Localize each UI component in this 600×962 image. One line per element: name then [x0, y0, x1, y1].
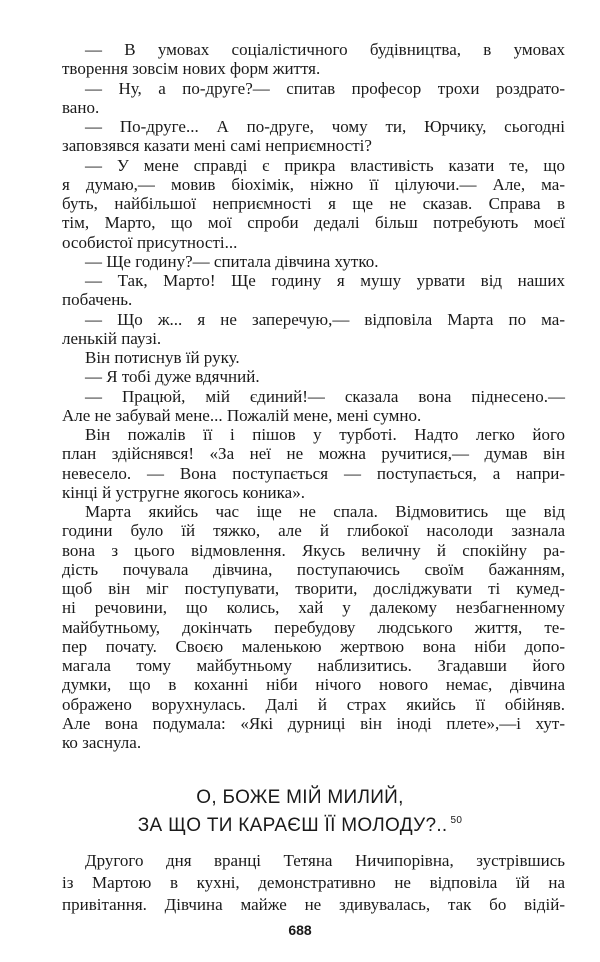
text-line: — Ну, а по-друге?— спитав професор трохи роздрато-: [85, 78, 565, 98]
text-line: — Я тобі дуже вдячний.: [85, 367, 260, 387]
text-line: Він пожалів її і пішов у турботі. Надто легко його: [85, 425, 565, 444]
text-line: я думаю,— мовив біохімік, ніжно її цілуючи.— Але, ма-: [62, 174, 565, 194]
text-line: думки, що в коханні ніби нічого нового немає, дівчина: [62, 675, 565, 695]
text-line: творення зовсім нових форм життя.: [62, 59, 321, 79]
heading-line-2: [0, 809, 600, 837]
page-number: 688: [288, 922, 312, 938]
text-line: побачень.: [62, 290, 133, 310]
text-line: невесело. — Вона поступається — поступається, а напри-: [62, 463, 565, 483]
text-line: із Мартою в кухні, демонстративно не відповіла їй на: [62, 873, 565, 892]
text-line: вано.: [62, 97, 100, 117]
text-line: буть, найбільшої неприємності я ще не сказав. Справа в: [62, 194, 565, 213]
text-line: Він потиснув їй руку.: [85, 348, 240, 367]
text-line: заповзявся казати мені самі неприємності?: [62, 136, 372, 156]
text-line: щоб він міг поступувати, творити, досліджувати ті кумед-: [62, 579, 565, 598]
text-line: — Що ж... я не заперечую,— відповіла Марта по ма-: [85, 309, 565, 329]
text-line: майбутньому, докінчать перебудову людського життя, те-: [62, 617, 565, 637]
text-line: кінці й устругне якогось коника».: [62, 482, 305, 502]
text-line: вона з цього відмовлення. Якусь величну й спокійну ра-: [62, 540, 565, 560]
text-line: привітання. Дівчина майже не здивувалась, так бо відій-: [62, 895, 565, 914]
text-line: ленькій паузі.: [62, 328, 162, 348]
text-line: — Працюй, мій єдиний!— сказала вона піднесено.—: [85, 386, 565, 406]
text-line: ні речовини, що колись, хай у далекому незбагненному: [62, 598, 565, 618]
heading-line-1: О, БОЖЕ МІЙ МИЛИЙ,: [196, 787, 404, 808]
text-line: ко заснула.: [62, 733, 142, 752]
chapter-heading: [0, 786, 600, 837]
text-line: ображено ворухнулась. Далі й страх якийсь її обійняв.: [62, 694, 565, 714]
text-line: особистої присутності...: [62, 232, 238, 252]
heading-line-2-text: ЗА ЩО ТИ КАРАЄШ ЇЇ МОЛОДУ?..: [137, 815, 448, 836]
text-line: години було їй тяжко, але й глибокої насолоди зазнала: [62, 521, 565, 541]
text-line: тім, Марто, що мої спроби дедалі більш потребують моєї: [62, 213, 565, 233]
text-line: Марта якийсь час іще не спала. Відмовитись ще від: [85, 502, 565, 521]
text-line: пер почату. Своєю маленькою жертвою вона ніби допо-: [62, 636, 565, 656]
text-line: — Ще годину?— спитала дівчина хутко.: [85, 251, 379, 271]
text-line: — По-друге... А по-друге, чому ти, Юрчику, сьогодні: [85, 117, 565, 136]
text-line: Другого дня вранці Тетяна Ничипорівна, зустрівшись: [85, 851, 565, 870]
text-line: — У мене справді є прикра властивість казати те, що: [85, 155, 565, 175]
footnote-marker: 50: [450, 815, 463, 826]
chapter-text: [62, 40, 565, 752]
text-line: — В умовах соціалістичного будівництва, в умовах: [85, 40, 565, 59]
text-line: Але не забувай мене... Пожалій мене, мені сумно.: [62, 405, 422, 425]
text-line: — Так, Марто! Ще годину я мушу урвати від наших: [85, 271, 565, 290]
text-line: дість почувала дівчина, поступаючись своїм бажанням,: [62, 559, 565, 579]
text-line: план здійснявся! «За неї не можна ручитися,— думав він: [62, 444, 565, 464]
text-line: Але вона подумала: «Які дурниці він іноді плете»,—і хут-: [62, 713, 565, 733]
text-line: магала тому майбутньому наблизитись. Згадавши його: [62, 656, 565, 675]
next-chapter-text: [62, 850, 565, 916]
